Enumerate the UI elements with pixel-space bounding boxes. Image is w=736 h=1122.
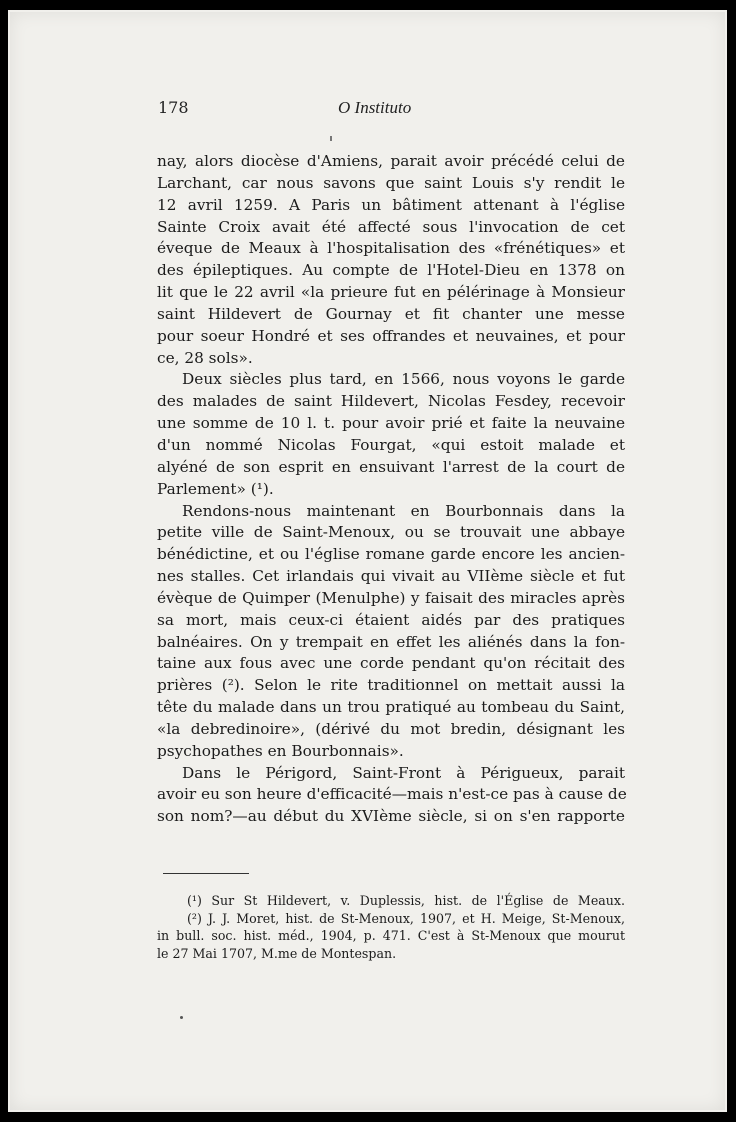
text-line: Deux siècles plus tard, en 1566, nous voyons le garde [182, 370, 625, 389]
text-line: saint Hildevert de Gournay et fit chanter une messe [157, 304, 625, 323]
text-line: alyéné de son esprit en ensuivant l'arrest de la court de [157, 457, 625, 476]
text-line: petite ville de Saint-Menoux, ou se trouvait une abbaye [157, 523, 625, 542]
page-header [155, 98, 625, 122]
footnote-line: (¹) Sur St Hildevert, v. Duplessis, hist. de l'Église de Meaux. [187, 893, 625, 908]
text-line: Dans le Périgord, Saint-Front à Périgueux, parait [182, 763, 625, 782]
text-line: une somme de 10 l. t. pour avoir prié et faite la neuvaine [157, 414, 625, 433]
text-line: Rendons-nous maintenant en Bourbonnais dans la [182, 501, 625, 520]
text-line: nes stalles. Cet irlandais qui vivait au VIIème siècle et fut [157, 567, 625, 586]
page-number: 178 [158, 98, 189, 117]
scan-speck [180, 1016, 183, 1019]
footnote-line: (²) J. J. Moret, hist. de St-Menoux, 1907, et H. Meige, St-Menoux, [187, 910, 625, 926]
text-line: taine aux fous avec une corde pendant qu'on récitait des [157, 654, 625, 673]
text-line: d'un nommé Nicolas Fourgat, «qui estoit malade et [157, 435, 625, 454]
text-line: sa mort, mais ceux-ci étaient aidés par des pratiques [157, 610, 625, 629]
text-line: 12 avril 1259. A Paris un bâtiment attenant à l'église [157, 195, 625, 214]
text-line: tête du malade dans un trou pratiqué au tombeau du Saint, [157, 698, 625, 717]
running-title: O Instituto [338, 98, 412, 117]
text-line: avoir eu son heure d'efficacité—mais n'est-ce pas à cause de [157, 785, 627, 804]
body-text [157, 151, 625, 828]
text-line: évèque de Quimper (Menulphe) y faisait des miracles après [157, 588, 625, 607]
text-line: bénédictine, et ou l'église romane garde encore les ancien- [157, 545, 625, 564]
text-line: des malades de saint Hildevert, Nicolas Fesdey, recevoir [157, 392, 625, 411]
text-line: ce, 28 sols». [157, 348, 253, 367]
scan-speck [330, 136, 332, 141]
text-line: son nom?—au début du XVIème siècle, si on s'en rapporte [157, 807, 625, 826]
text-line: des épileptiques. Au compte de l'Hotel-Dieu en 1378 on [157, 261, 625, 280]
text-line: «la debredinoire», (dérivé du mot bredin, désignant les [157, 719, 625, 738]
text-line: Sainte Croix avait été affecté sous l'invocation de cet [157, 217, 625, 236]
text-line: psychopathes en Bourbonnais». [157, 741, 404, 760]
footnote-line: in bull. soc. hist. méd., 1904, p. 471. C'est à St-Menoux que mourut [157, 928, 625, 943]
text-line: éveque de Meaux à l'hospitalisation des «frénétiques» et [157, 239, 625, 258]
text-line: Larchant, car nous savons que saint Louis s'y rendit le [157, 173, 625, 192]
text-line: pour soeur Hondré et ses offrandes et neuvaines, et pour [157, 326, 625, 345]
text-line: Parlement» (¹). [157, 479, 274, 498]
footnote-line: le 27 Mai 1707, M.me de Montespan. [157, 945, 397, 961]
footnote-rule [163, 873, 249, 874]
text-line: balnéaires. On y trempait en effet les aliénés dans la fon- [157, 632, 625, 651]
text-line: prières (²). Selon le rite traditionnel on mettait aussi la [157, 676, 625, 695]
text-line: lit que le 22 avril «la prieure fut en pélérinage à Monsieur [157, 283, 625, 302]
footnotes [157, 892, 625, 962]
text-line: nay, alors diocèse d'Amiens, parait avoir précédé celui de [157, 152, 625, 170]
